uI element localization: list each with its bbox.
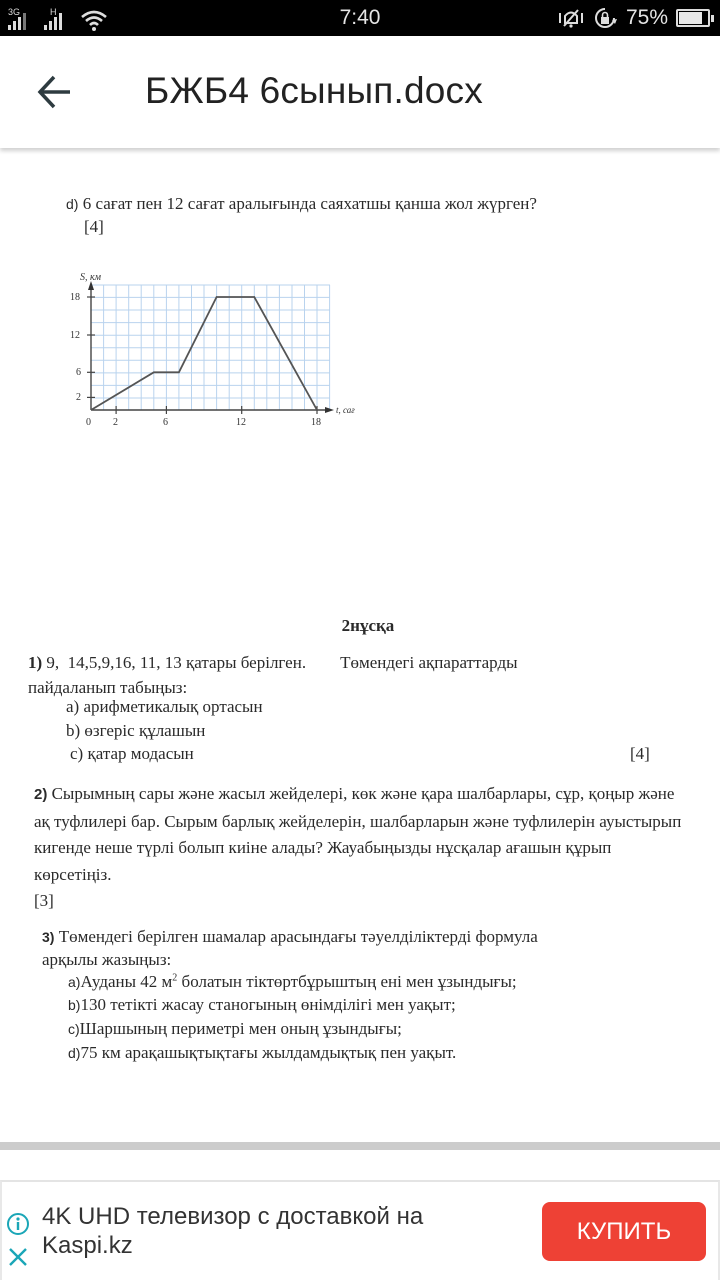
task-number: 2) (34, 786, 48, 803)
y-tick-6: 6 (76, 367, 81, 378)
close-icon[interactable] (7, 1246, 29, 1268)
task1-item-c: c) қатар модасын (70, 744, 194, 763)
task3-item-a (68, 972, 517, 992)
y-tick-18: 18 (70, 292, 80, 303)
task2-score: [3] (34, 891, 54, 910)
task3-line2: арқылы жазыңыз: (42, 950, 172, 969)
y-tick-2: 2 (76, 392, 81, 403)
item-text: 130 тетікті жасау станогының өнімділігі мен уақыт; (80, 995, 456, 1014)
clock: 7:40 (339, 6, 381, 29)
superscript: 2 (172, 972, 178, 984)
page-separator (0, 1142, 720, 1150)
battery-icon (676, 9, 710, 27)
task1-score: [4] (630, 744, 650, 763)
chart-grid (91, 285, 330, 410)
ad-banner[interactable] (0, 1180, 720, 1280)
buy-button[interactable]: КУПИТЬ (542, 1202, 706, 1261)
task2-text: Сырымның сары және жасыл жейделері, көк және қара шалбарлары, сұр, қоңыр және ақ туфлилері бар. Сырым барлық жейделерін, шалбарларын және туфлилерін ауыстырып кигенде неше түрлі болып киіне алады? Жауабыңызды нұсқалар ағашын құрып көрсетіңіз. (34, 784, 682, 884)
question-prefix: d) (66, 196, 79, 212)
question-text: 6 сағат пен 12 сағат аралығында саяхатшы қанша жол жүрген? (82, 194, 537, 213)
network-type-label: 3G (8, 7, 21, 17)
network-type-label: H (50, 7, 57, 17)
task2 (34, 781, 684, 915)
back-arrow-icon[interactable] (30, 72, 74, 112)
item-text: 75 км арақашықтықтағы жылдамдықтық пен уақыт. (80, 1043, 457, 1062)
question-d (66, 194, 537, 214)
x-tick-6: 6 (163, 417, 168, 428)
task3-item-d (68, 1043, 456, 1063)
task3-item-c (68, 1019, 402, 1039)
item-text: Ауданы 42 м (80, 972, 173, 991)
variant-title: 2нұсқа (341, 616, 395, 635)
task1-line1 (28, 653, 518, 673)
item-prefix: a) (68, 974, 81, 990)
ad-text[interactable]: 4K UHD телевизор с доставкой на Kaspi.kz (42, 1203, 424, 1259)
app-bar (0, 36, 720, 148)
task1-item-a: а) арифметикалық ортасын (66, 697, 263, 716)
task3-line1 (42, 927, 538, 947)
status-right-icons (558, 5, 710, 31)
vibrate-icon (558, 7, 584, 29)
item-prefix: b) (68, 997, 81, 1013)
battery-percent: 75% (625, 6, 668, 29)
task-number: 1) (28, 653, 43, 672)
item-prefix: c) (68, 1021, 80, 1037)
distance-time-chart (60, 265, 370, 440)
status-bar (0, 0, 720, 36)
item-text: Шаршының периметрі мен оның ұзындығы; (79, 1019, 402, 1038)
question-score: [4] (84, 217, 104, 236)
info-icon[interactable] (6, 1212, 30, 1236)
task1-item-b: b) өзгеріс құлашын (66, 721, 206, 740)
y-tick-12: 12 (70, 330, 80, 341)
item-text: болатын тіктөртбұрыштың ені мен ұзындығы; (177, 972, 517, 991)
document-viewer[interactable] (0, 150, 720, 1140)
task1-line2: пайдаланып табыңыз: (28, 678, 188, 697)
task3-text: Төмендегі берілген шамалар арасындағы тәуелділіктерді формула (58, 927, 538, 946)
x-tick-18: 18 (311, 417, 321, 428)
chart-labels (70, 272, 355, 428)
x-tick-2: 2 (113, 417, 118, 428)
task3-item-b (68, 995, 456, 1015)
x-axis-label: t, сағ (336, 405, 355, 415)
task-number: 3) (42, 929, 55, 945)
item-prefix: d) (68, 1045, 81, 1061)
task1-text: 9, 14,5,9,16, 11, 13 қатары берілген. Төмендегі ақпараттарды (46, 653, 518, 672)
x-tick-0: 0 (86, 417, 91, 428)
x-tick-12: 12 (236, 417, 246, 428)
document-title: БЖБ4 6сынып.docx (145, 70, 483, 111)
rotation-lock-icon (592, 5, 618, 31)
chart-ticks (87, 297, 317, 414)
y-axis-label: S, км (80, 272, 102, 283)
